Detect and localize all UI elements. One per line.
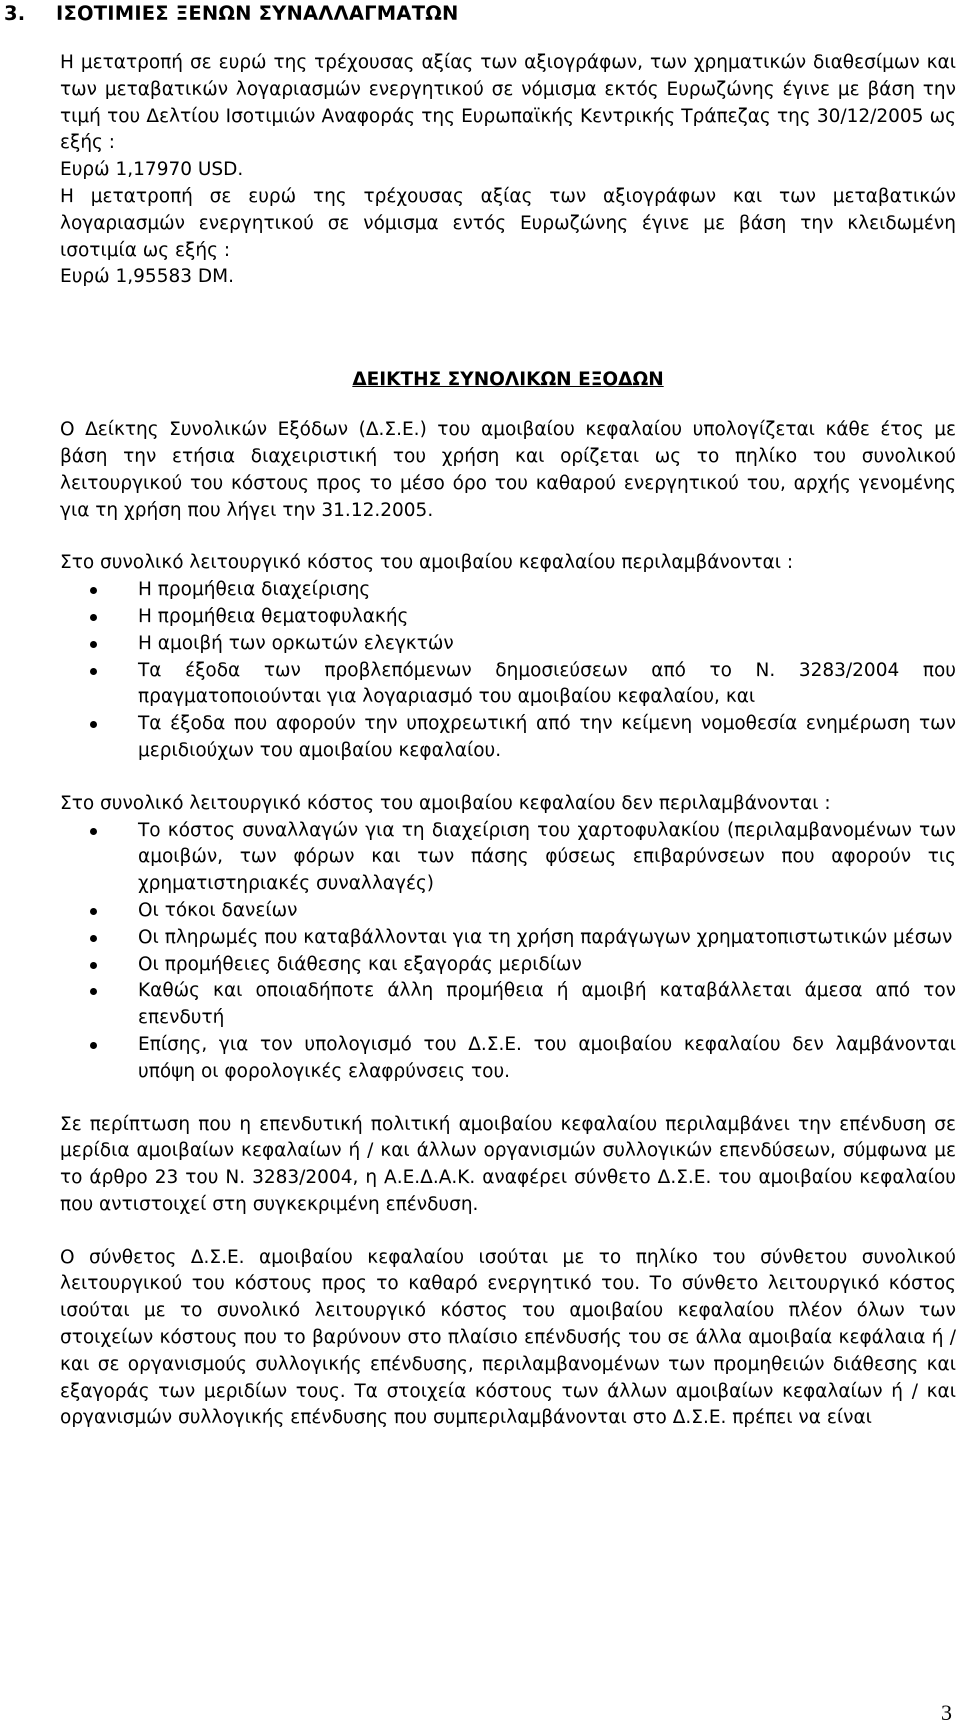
list-item-text: Η προμήθεια θεματοφυλακής xyxy=(138,605,409,627)
heading-title: ΙΣΟΤΙΜΙΕΣ ΞΕΝΩΝ ΣΥΝΑΛΛΑΓΜΑΤΩΝ xyxy=(56,2,459,25)
usd-conversion-paragraph: Η μετατροπή σε ευρώ της τρέχουσας αξίας των αξιογράφων, των χρηματικών διαθεσίμων και των μεταβατικών λογαριασμών ενεργητικού σε νόμισμα εκτός Ευρωζώνης έγινε με βάση την τιμή του Δελτίου Ισοτιμιών Αναφοράς της Ευρωπαϊκής Κεντρικής Τράπεζας της 30/12/2005 ως εξής : xyxy=(60,52,956,154)
list-item xyxy=(60,604,956,631)
list-item-text: Οι τόκοι δανείων xyxy=(138,899,298,921)
bullet-icon xyxy=(90,668,97,675)
list-item-text: Το κόστος συναλλαγών για τη διαχείριση του χαρτοφυλακίου (περιλαμβανομένων των αμοιβών, των φόρων και των πάσης φύσεως επιβαρύνσεων που αφορούν τις χρηματιστηριακές συναλλαγές) xyxy=(138,819,956,895)
list-item xyxy=(60,925,956,952)
list-item xyxy=(60,631,956,658)
dm-rate-line: Ευρώ 1,95583 DM. xyxy=(60,266,234,288)
list-item xyxy=(60,898,956,925)
list-item-text: Τα έξοδα των προβλεπόμενων δημοσιεύσεων από το Ν. 3283/2004 που πραγματοποιούνται για λογαριασμό του αμοιβαίου κεφαλαίου, και xyxy=(138,659,956,708)
ter-intro-paragraph: Ο Δείκτης Συνολικών Εξόδων (Δ.Σ.Ε.) του αμοιβαίου κεφαλαίου υπολογίζεται κάθε έτος με βάση την ετήσια διαχειριστική του χρήση και ορίζεται ως το πηλίκο του συνολικού λειτουργικού του κόστους προς το μέσο όρο του καθαρού ενεργητικού του, αρχής γενομένης για τη χρήση που λήγει την 31.12.2005. xyxy=(60,419,956,521)
heading-number: 3. xyxy=(4,2,26,25)
bullet-icon xyxy=(90,721,97,728)
bullet-icon xyxy=(90,988,97,995)
bullet-icon xyxy=(90,828,97,835)
bullet-icon xyxy=(90,1042,97,1049)
list-item xyxy=(60,577,956,604)
list-item xyxy=(60,818,956,898)
list-item xyxy=(60,1032,956,1086)
list-item xyxy=(60,952,956,979)
bullet-icon xyxy=(90,641,97,648)
list-item-text: Τα έξοδα που αφορούν την υποχρεωτική από την κείμενη νομοθεσία ενημέρωση των μεριδιούχων του αμοιβαίου κεφαλαίου. xyxy=(138,713,956,761)
list-item-text: Οι πληρωμές που καταβάλλονται για τη χρήση παράγωγων χρηματοπιστωτικών μέσων xyxy=(138,926,953,948)
list-item-text: Η αμοιβή των ορκωτών ελεγκτών xyxy=(138,632,454,654)
bullet-icon xyxy=(90,614,97,621)
bullet-icon xyxy=(90,908,97,915)
investment-paragraph: Σε περίπτωση που η επενδυτική πολιτική αμοιβαίου κεφαλαίου περιλαμβάνει την επένδυση σε μερίδια αμοιβαίων κεφαλαίων ή / και άλλων οργανισμών συλλογικών επενδύσεων, σύμφωνα με το άρθρο 23 του Ν. 3283/2004, η Α.Ε.Δ.Α.Κ. αναφέρει σύνθετο Δ.Σ.Ε. του αμοιβαίου κεφαλαίου που αντιστοιχεί στη συγκεκριμένη επένδυση. xyxy=(60,1113,956,1215)
list-item-text: Η προμήθεια διαχείρισης xyxy=(138,579,371,601)
composite-ter-paragraph: Ο σύνθετος Δ.Σ.Ε. αμοιβαίου κεφαλαίου ισούται με το πηλίκο του σύνθετου συνολικού λειτουργικού του κόστους προς το καθαρό ενεργητικό του. Το σύνθετο λειτουργικό κόστος ισούται με το συνολικό λειτουργικό κόστος του αμοιβαίου κεφαλαίου πλέον όλων των στοιχείων κόστους που το βαρύνουν στο πλαίσιο επένδυσής του σε άλλα αμοιβαία κεφάλαια ή / και σε οργανισμούς συλλογικής επένδυσης, περιλαμβανομένων των προμηθειών διάθεσης και εξαγοράς των μεριδίων τους. Τα στοιχεία κόστους των άλλων αμοιβαίων κεφαλαίων ή / και οργανισμών συλλογικής επένδυσης που συμπεριλαμβάνονται στο Δ.Σ.Ε. πρέπει να είναι xyxy=(60,1246,956,1429)
included-costs-list xyxy=(60,577,956,765)
excluded-costs-list xyxy=(60,818,956,1086)
list-item-text: Οι προμήθειες διάθεσης και εξαγοράς μεριδίων xyxy=(138,953,582,975)
ter-section-title: ΔΕΙΚΤΗΣ ΣΥΝΟΛΙΚΩΝ ΕΞΟΔΩΝ xyxy=(352,369,664,391)
list-item xyxy=(60,978,956,1032)
usd-rate-line: Ευρώ 1,17970 USD. xyxy=(60,159,244,181)
bullet-icon xyxy=(90,962,97,969)
bullet-icon xyxy=(90,935,97,942)
bullet-icon xyxy=(90,587,97,594)
list-item-text: Επίσης, για τον υπολογισμό του Δ.Σ.Ε. του αμοιβαίου κεφαλαίου δεν λαμβάνονται υπόψη οι φορολογικές ελαφρύνσεις του. xyxy=(138,1033,956,1082)
list-item-text: Καθώς και οποιαδήποτε άλλη προμήθεια ή αμοιβή καταβάλλεται άμεσα από τον επενδυτή xyxy=(138,980,956,1029)
included-costs-title: Στο συνολικό λειτουργικό κόστος του αμοιβαίου κεφαλαίου περιλαμβάνονται : xyxy=(60,552,794,574)
document-body xyxy=(60,50,956,1432)
list-item xyxy=(60,711,956,765)
page-number: 3 xyxy=(941,1700,952,1725)
section-heading xyxy=(4,2,459,25)
dm-conversion-paragraph: Η μετατροπή σε ευρώ της τρέχουσας αξίας των αξιογράφων και των μεταβατικών λογαριασμών ενεργητικού σε νόμισμα εντός Ευρωζώνης έγινε με βάση την κλειδωμένη ισοτιμία ως εξής : xyxy=(60,185,956,261)
list-item xyxy=(60,658,956,712)
excluded-costs-title: Στο συνολικό λειτουργικό κόστος του αμοιβαίου κεφαλαίου δεν περιλαμβάνονται : xyxy=(60,792,831,814)
